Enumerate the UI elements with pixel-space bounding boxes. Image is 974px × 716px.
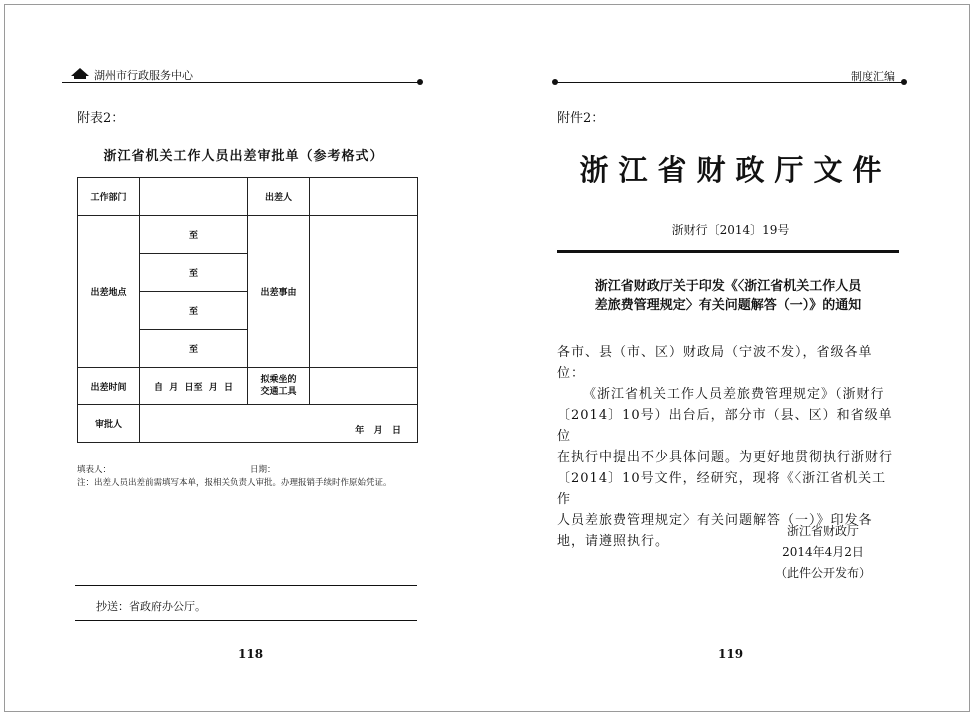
- to-cell: 至: [140, 216, 248, 254]
- subject-line: 差旅费管理规定〉有关问题解答（一）》的通知: [594, 298, 862, 313]
- signature-date: 2014年4月2日: [782, 545, 864, 559]
- signature-note: （此件公开发布）: [774, 566, 871, 580]
- cc-top-rule: [75, 585, 417, 586]
- table-row: [78, 368, 418, 405]
- table-row: [78, 405, 418, 443]
- building-logo-icon: [70, 66, 90, 80]
- places-label: 出差地点: [78, 216, 140, 368]
- body-line: 〔2014〕10号文件，经研究，现将《〈浙江省机关工作: [557, 471, 887, 507]
- body-line: 在执行中提出不少具体问题。为更好地贯彻执行浙财行: [557, 450, 894, 465]
- signature-block: [743, 521, 903, 584]
- subject-line: 浙江省财政厅关于印发《〈浙江省机关工作人员: [594, 279, 862, 294]
- dept-label: 工作部门: [78, 178, 140, 216]
- right-header-dot: [901, 79, 907, 85]
- transport-label-text: 拟乘坐的交通工具: [260, 375, 297, 397]
- body-line: 各市、县（市、区）财政局（宁波不发），省级各单: [557, 345, 873, 360]
- to-cell: 至: [140, 254, 248, 292]
- body-line: 《浙江省机关工作人员差旅费管理规定》（浙财行: [583, 387, 885, 402]
- reason-field: [310, 216, 418, 368]
- right-attachment-label: 附件2：: [557, 111, 605, 126]
- transport-label: [248, 368, 310, 405]
- left-attachment-label: 附表2：: [77, 111, 125, 126]
- right-page-number: 119: [718, 647, 744, 661]
- document-number: 浙财行〔2014〕19号: [671, 223, 790, 237]
- to-cell: 至: [140, 330, 248, 368]
- to-cell: 至: [140, 292, 248, 330]
- left-header-dot: [417, 79, 423, 85]
- form-title: 浙江省机关工作人员出差审批单（参考格式）: [103, 149, 384, 164]
- cc-bottom-rule: [75, 620, 417, 621]
- left-page-number: 118: [238, 647, 264, 661]
- transport-field: [310, 368, 418, 405]
- right-header-title: 制度汇编: [851, 70, 895, 83]
- left-header-title: 湖州市行政服务中心: [94, 69, 193, 82]
- body-line: 位：: [557, 366, 586, 381]
- table-row: [78, 216, 418, 254]
- traveler-field: [310, 178, 418, 216]
- document-subject: [557, 277, 899, 315]
- date-label: 日期：: [250, 465, 276, 475]
- approval-date: 年 月 日: [355, 426, 401, 436]
- body-line: 人员差旅费管理规定〉有关问题解答（一）》印发各: [557, 513, 873, 528]
- traveler-label: 出差人: [248, 178, 310, 216]
- body-line: 〔2014〕10号）出台后，部分市（县、区）和省级单位: [557, 408, 893, 444]
- body-line: 地，请遵照执行。: [557, 534, 670, 549]
- table-row: [78, 178, 418, 216]
- right-page: [487, 0, 974, 716]
- signature-org: 浙江省财政厅: [786, 524, 859, 538]
- filler-label: 填表人：: [77, 465, 112, 475]
- time-label: 出差时间: [78, 368, 140, 405]
- approver-label: 审批人: [78, 405, 140, 443]
- time-value: 自 月 日至 月 日: [140, 368, 248, 405]
- title-rule: [557, 250, 899, 253]
- form-note: 注：出差人员出差前需填写本单，报相关负责人审批。办理报销手续时作原始凭证。: [77, 478, 392, 488]
- dept-field: [140, 178, 248, 216]
- left-header-rule: [62, 82, 420, 83]
- approver-field: [140, 405, 418, 443]
- reason-label: 出差事由: [248, 216, 310, 368]
- document-title: 浙江省财政厅文件: [579, 153, 892, 187]
- cc-text: 抄送：省政府办公厅。: [96, 600, 206, 613]
- approval-form-table: [77, 177, 418, 443]
